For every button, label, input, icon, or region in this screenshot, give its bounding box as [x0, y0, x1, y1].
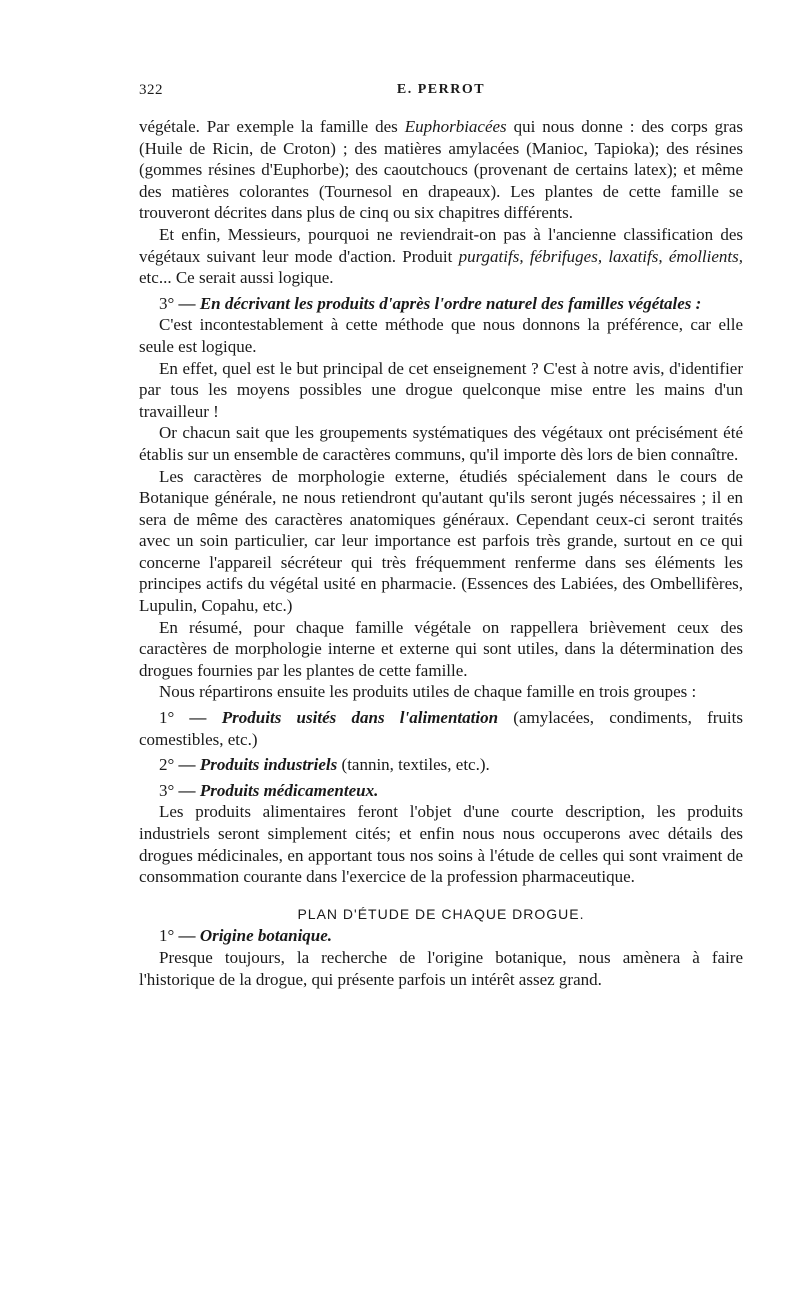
paragraph: Presque toujours, la recherche de l'origine botanique, nous amènera à faire l'historique de la drogue, qui présente parfois un intérêt assez grand. — [139, 947, 743, 989]
text-run: végétale. Par exemple la famille des — [139, 117, 405, 136]
list-item-industriels — [139, 754, 743, 776]
paragraph-euphorbiacees — [139, 116, 743, 224]
list-item-medicamenteux — [139, 780, 743, 802]
section-title: PLAN D'ÉTUDE DE CHAQUE DROGUE. — [297, 905, 585, 922]
heading-number: 3° — [159, 293, 175, 313]
text-run: qui nous donne : des corps gras (Huile de Ricin, de Croton) ; des matières amylacées (Manioc, Tapioka); des résines (gommes résines d'Euphorbe); des caoutchoucs (provenant de certains latex); et même des matières colorantes (Tournesol en drapeaux). Les plantes de cette famille se trouveront décrites dans plus de cinq ou six chapitres différents. — [139, 117, 743, 223]
item-number: 2° — [159, 755, 175, 775]
paragraph-classification — [139, 224, 743, 289]
item-heading: — Produits industriels — [174, 755, 338, 775]
text-run: Et enfin, Messieurs, pourquoi ne reviendrait-on pas à l'ancienne classification des végétaux suivant leur mode d'action. Produit — [139, 224, 743, 266]
list-item-alimentation — [139, 707, 743, 750]
item-text: (tannin, textiles, etc.). — [337, 755, 490, 775]
text-run: etc... Ce serait aussi logique. — [139, 268, 334, 288]
paragraph: En résumé, pour chaque famille végétale on rappellera brièvement ceux des caractères de morphologie interne et externe qui sont utiles, dans la détermination des drogues fournies par les plantes de cette famille. — [139, 617, 743, 680]
item-heading: — Produits usités dans l'alimentation — [174, 708, 499, 728]
paragraph: Nous répartirons ensuite les produits utiles de chaque famille en trois groupes : — [159, 682, 697, 702]
running-head: E. PERROT — [396, 82, 486, 97]
item-heading: — Produits médicamenteux. — [174, 780, 379, 800]
list-item-origine — [139, 925, 743, 947]
paragraph: En effet, quel est le but principal de cet enseignement ? C'est à notre avis, d'identifier par tous les moyens possibles une drogue quelconque mise entre les mains d'un travailleur ! — [139, 358, 743, 421]
paragraph: Les caractères de morphologie externe, étudiés spécialement dans le cours de Botanique générale, ne nous retiendront qu'autant qu'ils seront jugés nécessaires ; il en sera de même des caractères anatomiques généraux. Cependant ceux-ci seront traités avec un soin particulier, car leur importance est parfois très grande, surtout en ce qui concerne l'appareil sécréteur qui très fréquemment renferme dans ses éléments les principes actifs du végétal usité en pharmacie. (Essences des Labiées, des Ombellifères, Lupulin, Copahu, etc.) — [139, 466, 743, 616]
item-number: 3° — [159, 780, 175, 800]
page-header — [139, 82, 743, 104]
italic-term: Euphorbiacées — [404, 117, 507, 136]
item-heading: — Origine botanique. — [174, 926, 333, 946]
paragraph: C'est incontestablement à cette méthode que nous donnons la préférence, car elle seule est logique. — [139, 315, 743, 356]
item-number: 1° — [159, 926, 175, 946]
item-text: (amylacées, condiments, fruits comestibles, etc.) — [139, 708, 743, 749]
item-number: 1° — [159, 708, 175, 728]
section-heading-3 — [139, 293, 743, 315]
heading-text: — En décrivant les produits d'après l'ordre naturel des familles végétales : — [174, 293, 702, 313]
page-body — [139, 116, 743, 990]
paragraph: Or chacun sait que les groupements systématiques des végétaux ont précisément été établis sur un ensemble de caractères communs, qu'il importe dès lors de bien connaître. — [139, 423, 743, 464]
page-number: 322 — [139, 82, 163, 98]
paragraph: Les produits alimentaires feront l'objet d'une courte description, les produits industriels seront simplement cités; et enfin nous nous occuperons avec détails des drogues médicinales, en apportant tous nos soins à l'étude de celles qui sont vraiment de consommation courante dans l'exercice de la profession pharmaceutique. — [139, 802, 743, 887]
italic-term: purgatifs, fébrifuges, laxatifs, émollients, — [458, 246, 743, 266]
